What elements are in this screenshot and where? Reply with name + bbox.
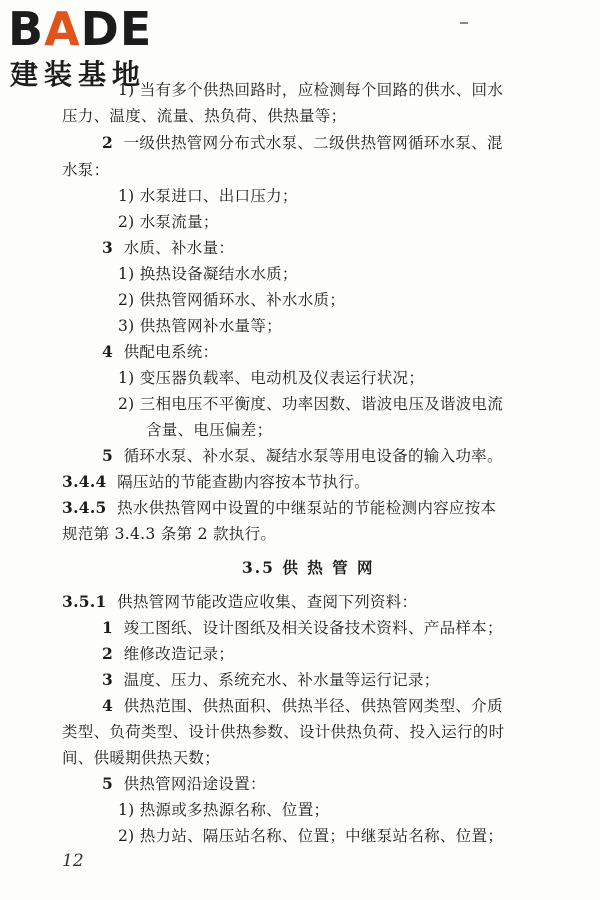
subitem-line: 3) 供热管网补水量等； — [118, 317, 282, 335]
logo-letter-a: A — [44, 2, 81, 56]
subitem-line: 2) 供热管网循环水、补水水质； — [118, 291, 346, 309]
text-line: 规范第 3.4.3 条第 2 款执行。 — [62, 525, 277, 543]
subitem-line: 1) 换热设备凝结水水质； — [118, 265, 298, 283]
subitem-line: 2) 三相电压不平衡度、功率因数、谐波电压及谐波电流 — [118, 395, 504, 413]
logo-letter-b: B — [8, 2, 45, 56]
clause-line: 3.4.4 隔压站的节能查勘内容按本节执行。 — [62, 472, 370, 491]
clause-line: 3.5.1 供热管网节能改造应收集、查阅下列资料： — [62, 592, 418, 611]
text-line: 压力、温度、流量、热负荷、供热量等； — [62, 107, 347, 125]
logo-letters-de: DE — [80, 2, 153, 56]
text-line: 类型、负荷类型、设计供热参数、设计供热负荷、投入运行的时 — [62, 723, 505, 741]
item-line: 1 竣工图纸、设计图纸及相关设备技术资料、产品样本； — [102, 618, 503, 637]
page-number: 12 — [62, 851, 84, 871]
subitem-line: 2) 热力站、隔压站名称、位置；中继泵站名称、位置； — [118, 827, 504, 845]
item-line: 2 一级供热管网分布式水泵、二级供热管网循环水泵、混 — [102, 133, 503, 152]
logo-subtitle: 建装基地 — [10, 58, 147, 91]
text-line: 1) 当有多个供热回路时，应检测每个回路的供水、回水 — [118, 81, 504, 99]
item-line: 5 循环水泵、补水泵、凝结水泵等用电设备的输入功率。 — [102, 446, 503, 465]
subitem-line: 1) 变压器负载率、电动机及仪表运行状况； — [118, 369, 425, 387]
text-line: 含量、电压偏差； — [146, 421, 273, 439]
section-heading: 3.5 供 热 管 网 — [242, 558, 375, 577]
item-line: 3 水质、补水量： — [102, 238, 235, 257]
item-line: 4 供热范围、供热面积、供热半径、供热管网类型、介质 — [102, 696, 503, 715]
item-line: 3 温度、压力、系统充水、补水量等运行记录； — [102, 670, 440, 689]
text-line: 间、供暖期供热天数； — [62, 749, 221, 767]
text-line: 水泵： — [62, 161, 110, 179]
clause-line: 3.4.5 热水供热管网中设置的中继泵站的节能检测内容应按本 — [62, 498, 497, 517]
item-line: 4 供配电系统： — [102, 342, 219, 361]
logo-wordmark — [8, 4, 152, 54]
item-line: 2 维修改造记录； — [102, 644, 235, 663]
subitem-line: 1) 水泵进口、出口压力； — [118, 187, 298, 205]
subitem-line: 1) 热源或多热源名称、位置； — [118, 801, 330, 819]
item-line: 5 供热管网沿途设置： — [102, 774, 266, 793]
scan-mark — [460, 22, 468, 24]
subitem-line: 2) 水泵流量； — [118, 213, 219, 231]
